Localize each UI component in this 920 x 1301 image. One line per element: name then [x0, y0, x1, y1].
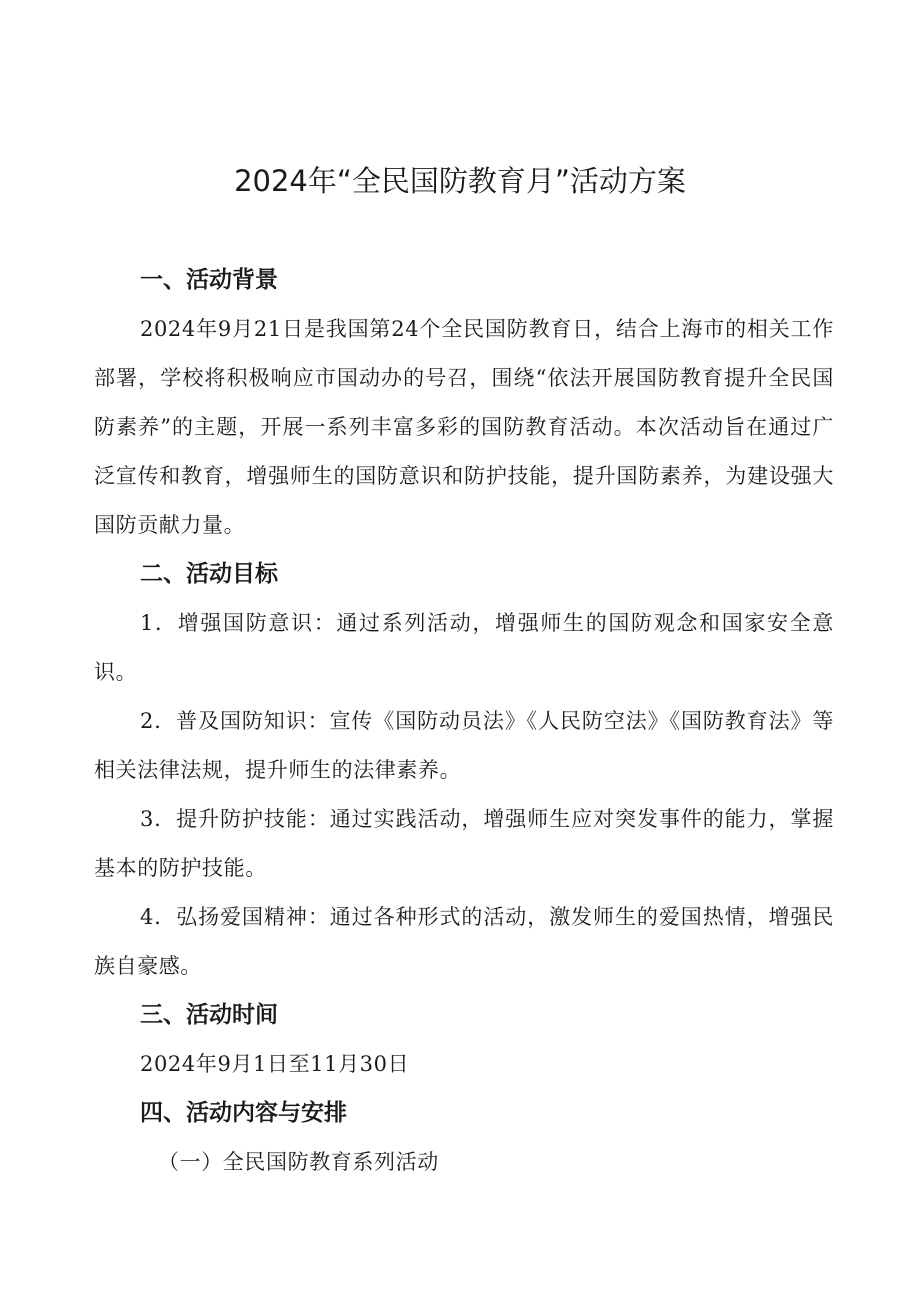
goal-item-4: 4．弘扬爱国精神：通过各种形式的活动，激发师生的爱国热情，增强民族自豪感。: [94, 905, 834, 978]
goal-item-3: 3．提升防护技能：通过实践活动，增强师生应对突发事件的能力，掌握基本的防护技能。: [94, 807, 834, 880]
document-body: [94, 256, 834, 1187]
section-heading-background: 一、活动背景: [140, 267, 278, 293]
goal-item-2: 2．普及国防知识：宣传《国防动员法》《人民防空法》《国防教育法》等相关法律法规，提升师生的法律素养。: [94, 709, 834, 782]
document-title: 2024年“全民国防教育月”活动方案: [234, 164, 686, 198]
subsection-heading-1: （一）全民国防教育系列活动: [158, 1150, 439, 1174]
section-heading-goals: 二、活动目标: [140, 561, 278, 587]
background-paragraph: 2024年9月21日是我国第24个全民国防教育日，结合上海市的相关工作部署，学校将积极响应市国动办的号召，围绕“依法开展国防教育提升全民国防素养”的主题，开展一系列丰富多彩的国防教育活动。本次活动旨在通过广泛宣传和教育，增强师生的国防意识和防护技能，提升国防素养，为建设强大国防贡献力量。: [94, 317, 834, 537]
section-heading-content: 四、活动内容与安排: [140, 1100, 347, 1126]
section-heading-time: 三、活动时间: [140, 1002, 278, 1028]
goal-item-1: 1．增强国防意识：通过系列活动，增强师生的国防观念和国家安全意识。: [94, 611, 834, 684]
activity-time-text: 2024年9月1日至11月30日: [140, 1052, 410, 1076]
